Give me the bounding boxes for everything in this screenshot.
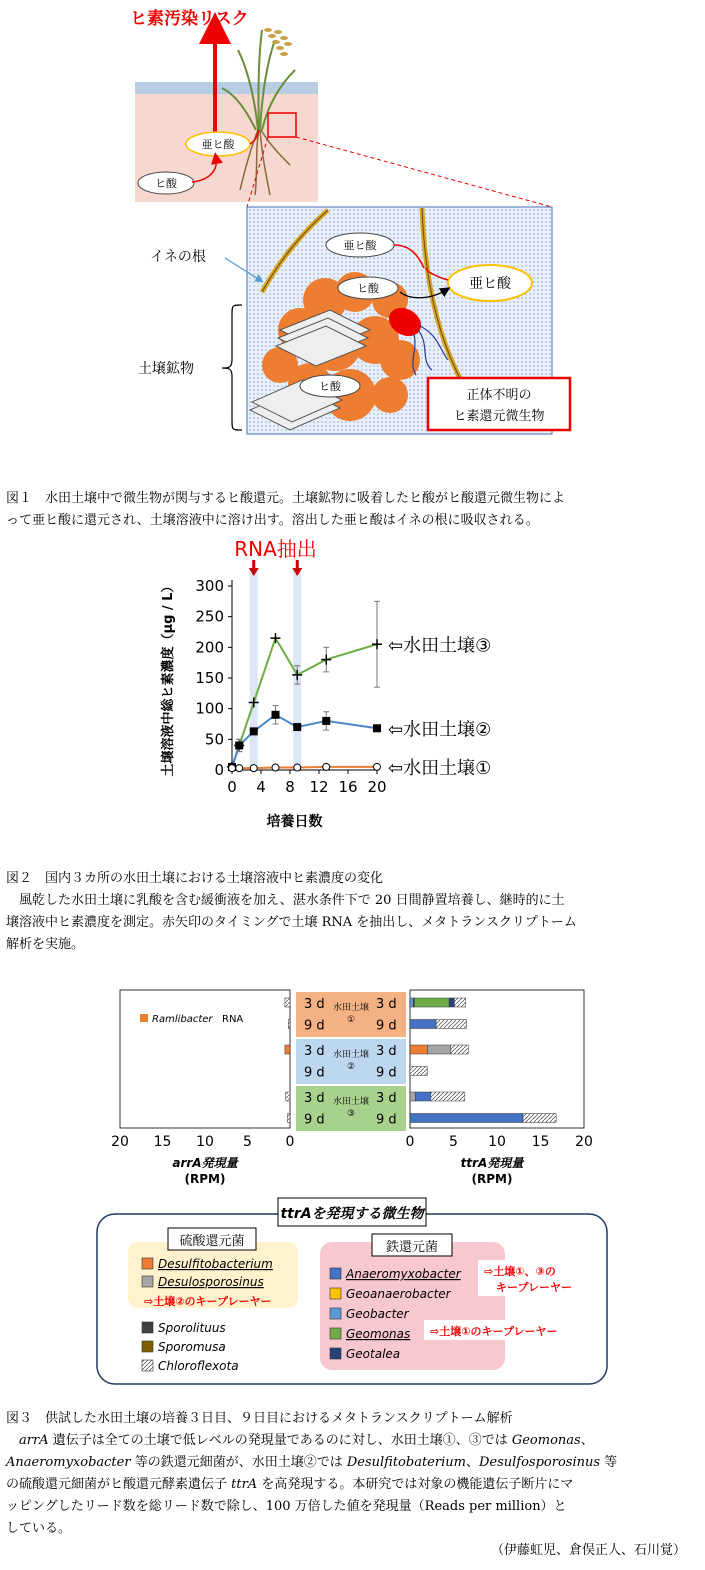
detail-arsenate2-label: ヒ酸 <box>319 380 341 393</box>
x-tick-label-1: 4 <box>256 778 266 796</box>
series-label-1: ⇦水田土壌② <box>388 719 492 741</box>
sulfate-label-0: Desulfitobacterium <box>158 1257 273 1271</box>
fig3-caption-line3: Anaeromyxobacter 等の鉄還元細菌が、水田土壌②では Desulfitobaterium、Desulfosporosinus 等 <box>6 1455 618 1470</box>
ttrA-bar-0-0 <box>410 998 413 1007</box>
left-x-unit: (RPM) <box>184 1172 226 1186</box>
ttrA-bar-1-1 <box>436 1020 466 1029</box>
fig1-caption <box>6 488 700 532</box>
iron-title: 鉄還元菌 <box>385 1240 439 1255</box>
arrA-bar-0-0 <box>285 998 290 1007</box>
other-label-1: Sporomusa <box>158 1340 226 1354</box>
legend-title: ttrAを発現する微生物 <box>280 1206 424 1222</box>
point-1-5 <box>322 717 330 725</box>
detail-arsenite-label: 亜ヒ酸 <box>343 239 377 252</box>
rna-band-0 <box>250 570 258 770</box>
y-tick-label-0: 0 <box>214 761 224 779</box>
sulfate-swatch-1 <box>142 1276 153 1287</box>
point-1-1 <box>235 741 243 749</box>
risk-label: ヒ素汚染リスク <box>130 9 249 29</box>
ttrA-bar-1-0 <box>410 1020 436 1029</box>
sulfate-label-1: Desulosporosinus <box>158 1275 264 1289</box>
arrA-bar-2-0 <box>285 1045 290 1054</box>
x-tick-label-2: 8 <box>285 778 295 796</box>
fig2-caption-line4: 解析を実施。 <box>6 937 85 952</box>
root-label: イネの根 <box>150 249 206 265</box>
fig1-caption-line2: って亜ヒ酸に還元され、土壌溶液中に溶け出す。溶出した亜ヒ酸はイネの根に吸収される。 <box>6 513 539 528</box>
sulfate-swatch-0 <box>142 1258 153 1269</box>
y-tick-label-5: 250 <box>195 607 224 626</box>
row-label-right-5: 9 d <box>376 1112 397 1128</box>
left-x-tick-0: 20 <box>111 1134 129 1150</box>
row-label-left-0: 3 d <box>304 997 325 1012</box>
ttrA-bar-5-1 <box>523 1114 556 1123</box>
right-x-tick-2: 10 <box>488 1134 506 1150</box>
fig3-caption-line6: している。 <box>6 1521 72 1536</box>
point-1-2 <box>250 727 258 735</box>
fig3-caption-line5: ッピングしたリード数を総リード数で除し、100 万倍した値を発現量（Reads per million）と <box>6 1499 567 1514</box>
series-label-0: ⇦水田土壌③ <box>388 635 492 657</box>
figure-3-legend <box>0 1192 705 1387</box>
ttrA-bar-5-0 <box>410 1114 523 1123</box>
other-swatch-1 <box>142 1341 153 1352</box>
point-2-4 <box>294 764 301 771</box>
soil-label-1: 水田土壌 <box>332 1050 370 1060</box>
row-label-right-4: 3 d <box>376 1091 397 1106</box>
left-legend-label: Ramlibacter <box>152 1014 213 1025</box>
row-label-left-1: 9 d <box>304 1018 325 1034</box>
left-x-tick-4: 0 <box>285 1134 295 1150</box>
ttrA-bar-0-2 <box>414 998 449 1007</box>
figure-2-line-chart <box>0 530 705 850</box>
left-x-tick-1: 15 <box>153 1134 172 1150</box>
left-x-label: arrA発現量 <box>172 1156 238 1170</box>
row-label-right-0: 3 d <box>376 997 397 1012</box>
iron-label-1: Geoanaerobacter <box>346 1287 451 1301</box>
x-tick-label-3: 12 <box>309 778 329 796</box>
right-x-unit: (RPM) <box>471 1172 513 1186</box>
row-label-left-4: 3 d <box>304 1091 325 1106</box>
iron-label-0: Anaeromyxobacter <box>346 1267 461 1281</box>
iron-note2: ⇨土壌①のキープレーヤー <box>430 1325 558 1338</box>
fig2-caption-line1: 図２ 国内３カ所の水田土壌における土壌溶液中ヒ素濃度の変化 <box>6 871 384 886</box>
point-2-2 <box>250 765 257 772</box>
point-2-3 <box>272 764 279 771</box>
fig3-caption <box>6 1408 700 1562</box>
fig2-caption <box>6 868 700 956</box>
point-0-6 <box>372 639 382 649</box>
left-x-tick-3: 5 <box>243 1134 252 1150</box>
iron-note1b: キープレーヤー <box>496 1281 573 1294</box>
row-label-right-2: 3 d <box>376 1044 397 1059</box>
iron-swatch-2 <box>330 1308 341 1319</box>
fig1-caption-line1: 図１ 水田土壌中で微生物が関与するヒ酸還元。土壌鉱物に吸着したヒ酸がヒ酸還元微生物によ <box>6 491 566 506</box>
fig3-caption-line2: arrA 遺伝子は全ての土壌で低レベルの発現量であるのに対し、水田土壌①、③では Geomonas、 <box>19 1433 594 1448</box>
point-0-3 <box>271 633 281 643</box>
ttrA-bar-4-1 <box>415 1092 431 1101</box>
right-x-tick-1: 5 <box>449 1134 458 1150</box>
row-label-right-1: 9 d <box>376 1018 397 1034</box>
right-x-tick-0: 0 <box>405 1134 415 1150</box>
fig2-caption-line3: 壌溶液中ヒ素濃度を測定。赤矢印のタイミングで土壌 RNA を抽出し、メタトランスクリプトーム <box>6 915 577 930</box>
point-2-6 <box>374 763 381 770</box>
row-label-left-5: 9 d <box>304 1112 325 1128</box>
y-tick-label-1: 50 <box>204 730 224 749</box>
row-label-right-3: 9 d <box>376 1065 397 1081</box>
arrA-bar-4-0 <box>286 1092 290 1101</box>
arrA-bar-1-0 <box>288 1020 290 1029</box>
other-swatch-0 <box>142 1322 153 1333</box>
authors: （伊藤虹児、倉俣正人、石川覚） <box>490 1543 686 1558</box>
fig2-caption-line2: 風乾した水田土壌に乳酸を含む緩衝液を加え、湛水条件下で 20 日間静置培養し、継時的に土 <box>19 893 565 908</box>
ttrA-bar-0-4 <box>454 998 465 1007</box>
sulfate-title: 硫酸還元菌 <box>179 1234 245 1249</box>
left-plot-frame <box>120 990 290 1128</box>
iron-swatch-4 <box>330 1348 341 1359</box>
rice-grain-icon <box>264 28 292 56</box>
chart2-title: RNA抽出 <box>234 537 317 561</box>
soil-num-2: ③ <box>346 1109 356 1119</box>
point-0-5 <box>321 655 331 665</box>
y-tick-label-2: 100 <box>195 699 224 718</box>
unknown-line2: ヒ素還元微生物 <box>453 409 545 424</box>
x-axis-label: 培養日数 <box>266 814 323 830</box>
arrA-bar-5-0 <box>287 1114 290 1123</box>
point-1-6 <box>373 724 381 732</box>
ttrA-bar-2-0 <box>410 1045 427 1054</box>
point-2-0 <box>229 765 236 772</box>
iron-swatch-3 <box>330 1328 341 1339</box>
arsenate-label: ヒ酸 <box>155 177 177 190</box>
iron-swatch-1 <box>330 1288 341 1299</box>
left-legend-swatch <box>140 1014 148 1022</box>
y-tick-label-4: 200 <box>195 638 224 657</box>
soil-num-0: ① <box>346 1015 356 1025</box>
other-label-0: Sporolituus <box>158 1321 226 1335</box>
iron-label-3: Geomonas <box>346 1327 411 1341</box>
water-layer <box>135 82 318 94</box>
right-x-label: ttrA発現量 <box>460 1156 524 1170</box>
right-plot-frame <box>410 990 584 1128</box>
x-tick-label-0: 0 <box>227 778 237 796</box>
left-x-tick-2: 10 <box>196 1134 214 1150</box>
row-label-left-3: 9 d <box>304 1065 325 1081</box>
point-1-4 <box>293 723 301 731</box>
ttrA-bar-2-2 <box>451 1045 468 1054</box>
right-x-tick-4: 20 <box>575 1134 593 1150</box>
ttrA-bar-3-0 <box>410 1067 427 1076</box>
sulfate-note: ⇨土壌②のキープレーヤー <box>144 1295 272 1308</box>
fig3-caption-line4: の硫酸還元細菌がヒ酸還元酵素遺伝子 ttrA を高発現する。本研究では対象の機能遺伝子断片にマ <box>6 1477 574 1492</box>
iron-note1: ⇨土壌①、③の <box>484 1265 556 1278</box>
fig3-caption-line1: 図３ 供試した水田土壌の培養３日目、９日目におけるメタトランスクリプトーム解析 <box>6 1411 513 1426</box>
mineral-bracket <box>222 305 242 430</box>
point-2-1 <box>236 765 243 772</box>
other-label-2: Chloroflexota <box>158 1359 239 1373</box>
other-swatch-2 <box>142 1360 153 1371</box>
soil-label-0: 水田土壌 <box>332 1003 370 1013</box>
x-tick-label-4: 16 <box>338 778 358 796</box>
y-tick-label-6: 300 <box>195 577 224 595</box>
big-arsenite-label: 亜ヒ酸 <box>469 276 511 292</box>
iron-label-4: Geotalea <box>346 1347 401 1361</box>
iron-swatch-0 <box>330 1268 341 1279</box>
soil-num-1: ② <box>346 1062 356 1072</box>
arsenite-label: 亜ヒ酸 <box>201 138 235 151</box>
y-tick-label-3: 150 <box>195 669 224 687</box>
ttrA-bar-0-3 <box>449 998 454 1007</box>
series-label-2: ⇦水田土壌① <box>388 757 492 779</box>
figure-1 <box>0 0 705 440</box>
detail-arsenate-label: ヒ酸 <box>357 282 379 295</box>
mineral-label: 土壌鉱物 <box>138 361 194 377</box>
ttrA-bar-2-1 <box>427 1045 450 1054</box>
row-label-left-2: 3 d <box>304 1044 325 1059</box>
point-1-3 <box>272 711 280 719</box>
left-legend-rna: RNA <box>222 1014 244 1025</box>
iron-label-2: Geobacter <box>346 1307 409 1321</box>
right-x-tick-3: 15 <box>531 1134 550 1150</box>
ttrA-bar-4-2 <box>431 1092 465 1101</box>
soil-label-2: 水田土壌 <box>332 1097 370 1107</box>
point-2-5 <box>323 763 330 770</box>
x-tick-label-5: 20 <box>367 778 387 796</box>
ttrA-bar-4-0 <box>410 1092 415 1101</box>
figure-3-bar-chart <box>0 980 705 1190</box>
y-axis-label: 土壌溶液中総ヒ素濃度（µg / L） <box>161 579 176 777</box>
unknown-line1: 正体不明の <box>466 388 532 403</box>
